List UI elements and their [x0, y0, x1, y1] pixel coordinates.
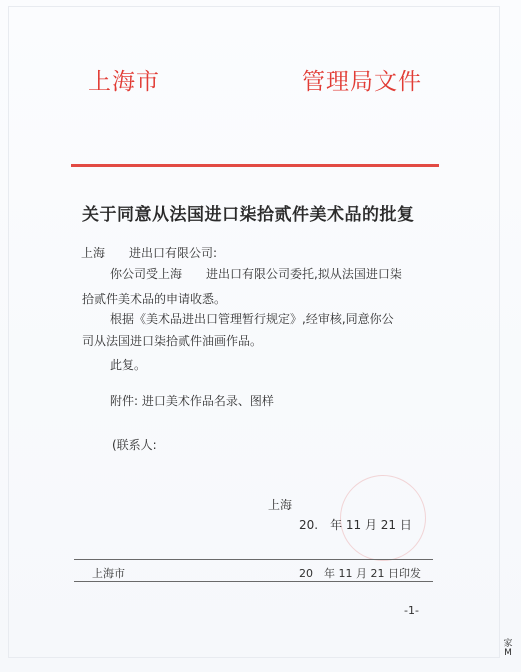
- footer-rule-top: [74, 559, 433, 560]
- footer-rule-bottom: [74, 581, 433, 582]
- closing-line: 此复。: [110, 358, 147, 372]
- footer-issuer: 上海市: [92, 567, 125, 580]
- document-title: 关于同意从法国进口柒拾贰件美术品的批复: [82, 205, 415, 225]
- page-number: -1-: [404, 604, 419, 617]
- body-line: 根据《美术品进出口管理暂行规定》,经审核,同意你公: [110, 312, 394, 326]
- body-line: 你公司受上海 进出口有限公司委托,拟从法国进口柒: [110, 267, 402, 281]
- body-line: 司从法国进口柒拾贰件油画作品。: [82, 334, 263, 348]
- footer-issue-date: 20 年 11 月 21 日印发: [299, 567, 421, 580]
- attachment-line: 附件: 进口美术作品名录、图样: [110, 394, 274, 408]
- header-bureau: 管理局文件: [302, 69, 422, 95]
- signoff-date: 20. 年 11 月 21 日: [299, 518, 412, 532]
- header-red-rule: [71, 164, 439, 167]
- signoff-organization: 上海: [268, 498, 293, 512]
- header-city: 上海市: [88, 69, 160, 95]
- body-line: 拾贰件美术品的申请收悉。: [82, 292, 227, 306]
- contact-line: (联系人:: [112, 438, 157, 452]
- addressee-line: 上海 进出口有限公司:: [81, 246, 218, 260]
- corner-mark: 家 M: [503, 639, 513, 658]
